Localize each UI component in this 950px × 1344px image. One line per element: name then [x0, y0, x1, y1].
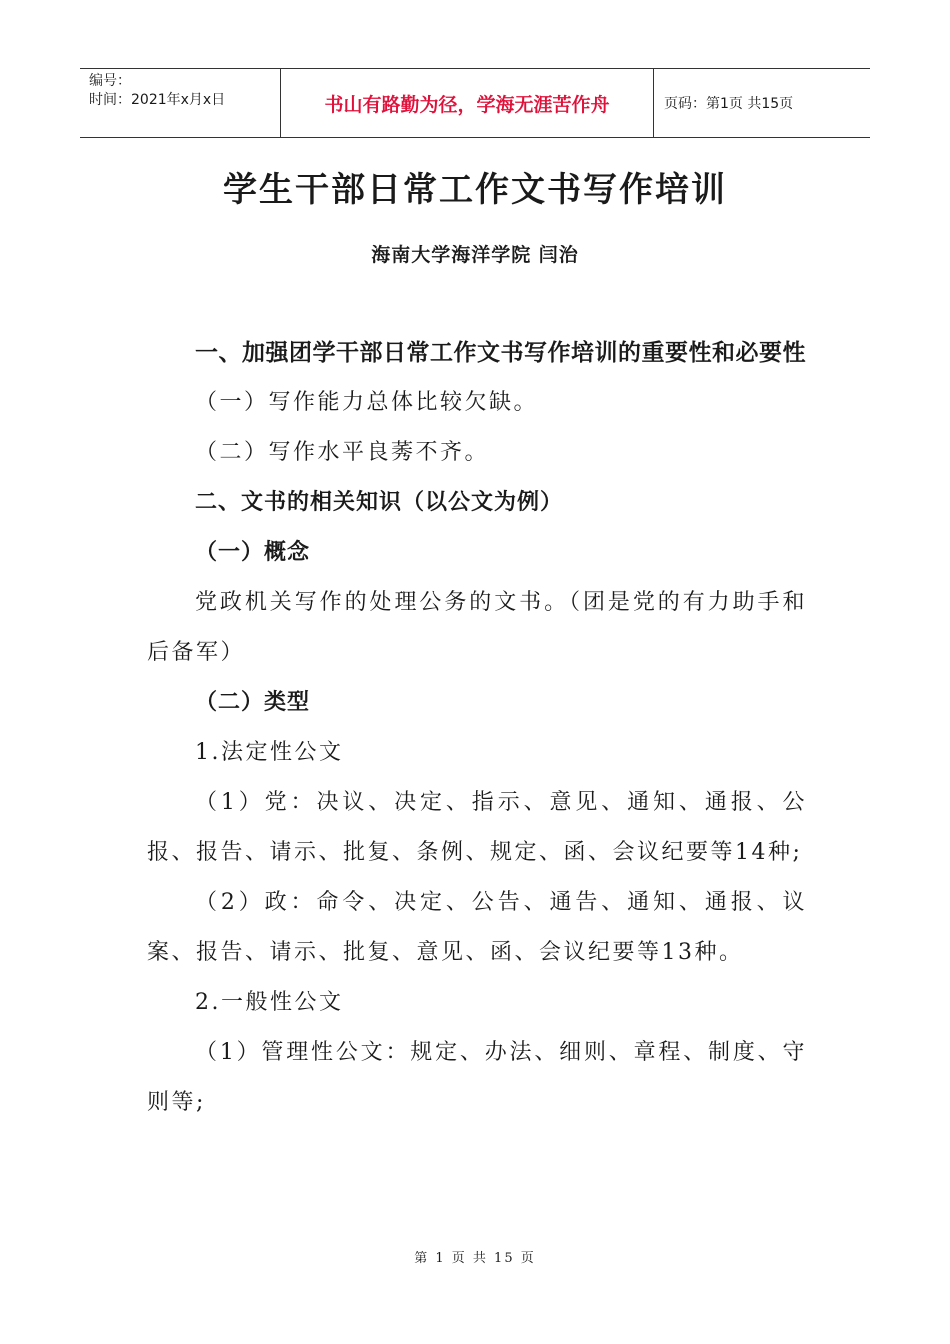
paragraph: （一）写作能力总体比较欠缺。 — [195, 390, 539, 415]
section-heading-1: 一、加强团学干部日常工作文书写作培训的重要性和必要性 — [195, 340, 806, 366]
header-meta — [80, 69, 281, 137]
header-page-info: 页码：第1页 共15页 — [664, 96, 794, 112]
paragraph: （二）写作水平良莠不齐。 — [195, 440, 490, 465]
page-header — [80, 68, 870, 138]
paragraph: 2.一般性公文 — [195, 990, 344, 1015]
paragraph: （2）政：命令、决定、公告、通告、通知、通报、议案、报告、请示、批复、意见、函、会议纪要等13种。 — [147, 890, 807, 965]
document-title: 学生干部日常工作文书写作培训 — [223, 170, 727, 210]
paragraph: （1）管理性公文：规定、办法、细则、章程、制度、守则等; — [147, 1040, 807, 1115]
section-heading-2: 二、文书的相关知识（以公文为例） — [195, 490, 564, 515]
paragraph: 1.法定性公文 — [195, 740, 344, 765]
document-number-label: 编号： — [89, 73, 131, 89]
subsection-heading-types: （二）类型 — [195, 690, 311, 715]
header-motto: 书山有路勤为径，学海无涯苦作舟 — [281, 69, 654, 137]
paragraph: （1）党：决议、决定、指示、意见、通知、通报、公报、报告、请示、批复、条例、规定、函、会议纪要等14种; — [147, 790, 807, 865]
document-date-label: 时间：2021年x月x日 — [89, 92, 226, 108]
document-author: 海南大学海洋学院 闫治 — [371, 244, 579, 266]
paragraph: 党政机关写作的处理公务的文书。（团是党的有力助手和后备军） — [147, 590, 807, 665]
document-body — [147, 328, 807, 1128]
subsection-heading-concept: （一）概念 — [195, 540, 311, 565]
page-footer: 第 1 页 共 15 页 — [414, 1251, 536, 1266]
